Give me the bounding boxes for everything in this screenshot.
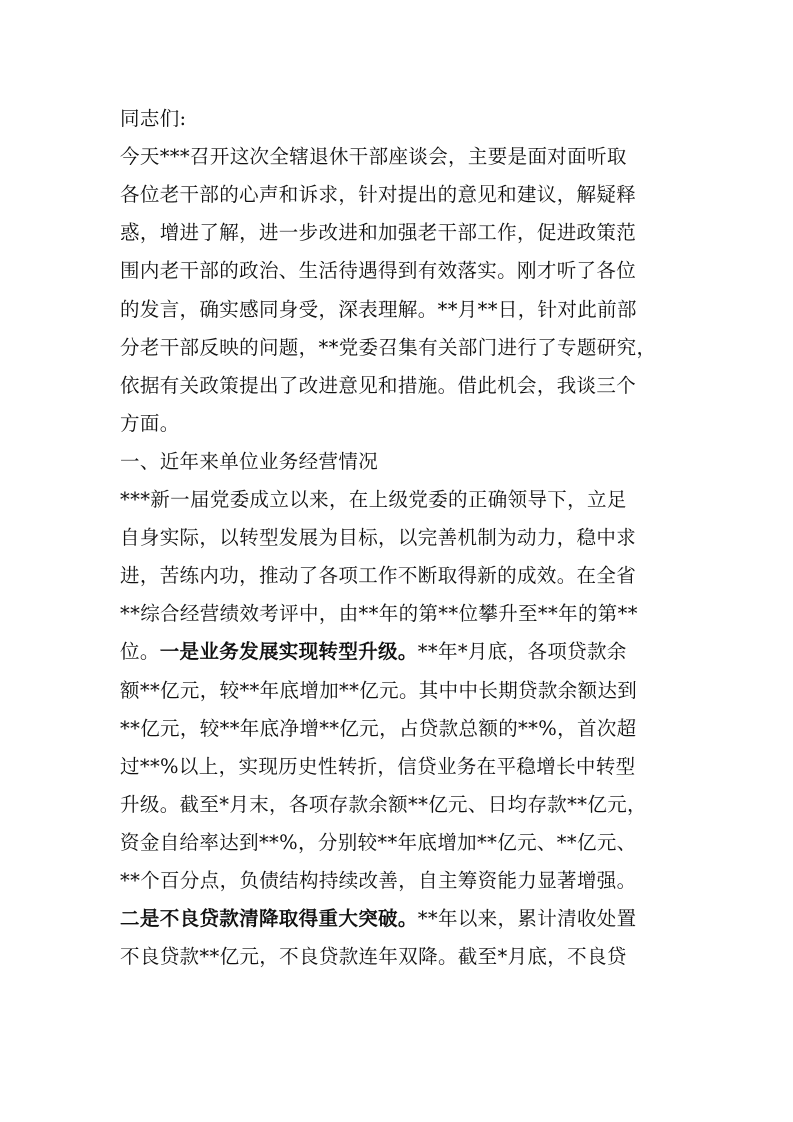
intro-paragraph-line bbox=[120, 292, 690, 328]
section-1-paragraph-line bbox=[120, 939, 690, 975]
section-1-paragraph-line bbox=[120, 673, 690, 709]
bold-phrase: 二是不良贷款清降取得重大突破。 bbox=[120, 907, 418, 931]
text-run: 位。 bbox=[120, 640, 160, 664]
text-run: 升级。截至*月末，各项存款余额**亿元、日均存款**亿元， bbox=[120, 792, 647, 816]
section-1-paragraph-line bbox=[120, 520, 690, 556]
text-run: 各位老干部的心声和诉求，针对提出的意见和建议，解疑释 bbox=[120, 183, 637, 207]
intro-paragraph-line bbox=[120, 177, 690, 213]
text-run: 自身实际，以转型发展为目标，以完善机制为动力，稳中求 bbox=[120, 526, 637, 550]
text-run: 一、近年来单位业务经营情况 bbox=[120, 449, 379, 473]
text-run: 分老干部反映的问题，**党委召集有关部门进行了专题研究， bbox=[120, 335, 657, 359]
section-1-paragraph-line bbox=[120, 749, 690, 785]
section-1-paragraph-line bbox=[120, 901, 690, 937]
section-1-paragraph-line bbox=[120, 558, 690, 594]
intro-paragraph-line bbox=[120, 330, 690, 366]
section-1-paragraph-line bbox=[120, 634, 690, 670]
section-1-paragraph-line bbox=[120, 825, 690, 861]
text-run: **亿元，较**年底净增**亿元，占贷款总额的**%，首次超 bbox=[120, 716, 637, 740]
text-run: **个百分点，负债结构持续改善，自主筹资能力显著增强。 bbox=[120, 869, 637, 892]
text-run: 资金自给率达到**%，分别较**年底增加**亿元、**亿元、 bbox=[120, 830, 637, 854]
text-run: 围内老干部的政治、生活待遇得到有效落实。刚才听了各位 bbox=[120, 259, 637, 283]
text-run: 依据有关政策提出了改进意见和措施。借此机会，我谈三个 bbox=[120, 373, 637, 397]
section-1-paragraph-line bbox=[120, 787, 690, 823]
intro-paragraph-line bbox=[120, 406, 690, 442]
text-run: 的发言，确实感同身受，深表理解。**月**日，针对此前部 bbox=[120, 297, 637, 321]
text-run: **年*月底，各项贷款余 bbox=[417, 640, 627, 664]
intro-paragraph-line bbox=[120, 215, 690, 251]
text-run: **综合经营绩效考评中，由**年的第**位攀升至**年的第** bbox=[120, 602, 638, 626]
text-run: 今天***召开这次全辖退休干部座谈会，主要是面对面听取 bbox=[120, 145, 627, 169]
text-run: 过**%以上，实现历史性转折，信贷业务在平稳增长中转型 bbox=[120, 754, 636, 778]
text-run: 进，苦练内功，推动了各项工作不断取得新的成效。在全省 bbox=[120, 564, 637, 588]
intro-paragraph-line bbox=[120, 253, 690, 289]
section-1-paragraph-line bbox=[120, 863, 690, 899]
bold-phrase: 一是业务发展实现转型升级。 bbox=[159, 640, 418, 664]
intro-paragraph-line bbox=[120, 139, 690, 175]
salutation: 同志们: bbox=[120, 107, 187, 130]
section-1-paragraph-line bbox=[120, 711, 690, 747]
intro-paragraph-line bbox=[120, 368, 690, 404]
text-run: ***新一届党委成立以来，在上级党委的正确领导下，立足 bbox=[120, 488, 627, 511]
text-run: 惑，增进了解，进一步改进和加强老干部工作，促进政策范 bbox=[120, 221, 637, 245]
text-run: 额**亿元，较**年底增加**亿元。其中中长期贷款余额达到 bbox=[120, 678, 638, 702]
section-1-paragraph-line bbox=[120, 596, 690, 632]
text-run: 不良贷款**亿元，不良贷款连年双降。截至*月底，不良贷 bbox=[120, 945, 627, 969]
text-run: **年以来，累计清收处置 bbox=[417, 907, 637, 931]
section-heading-1-line bbox=[120, 444, 690, 480]
text-run: 方面。 bbox=[120, 411, 180, 435]
section-1-paragraph-line bbox=[120, 482, 690, 518]
